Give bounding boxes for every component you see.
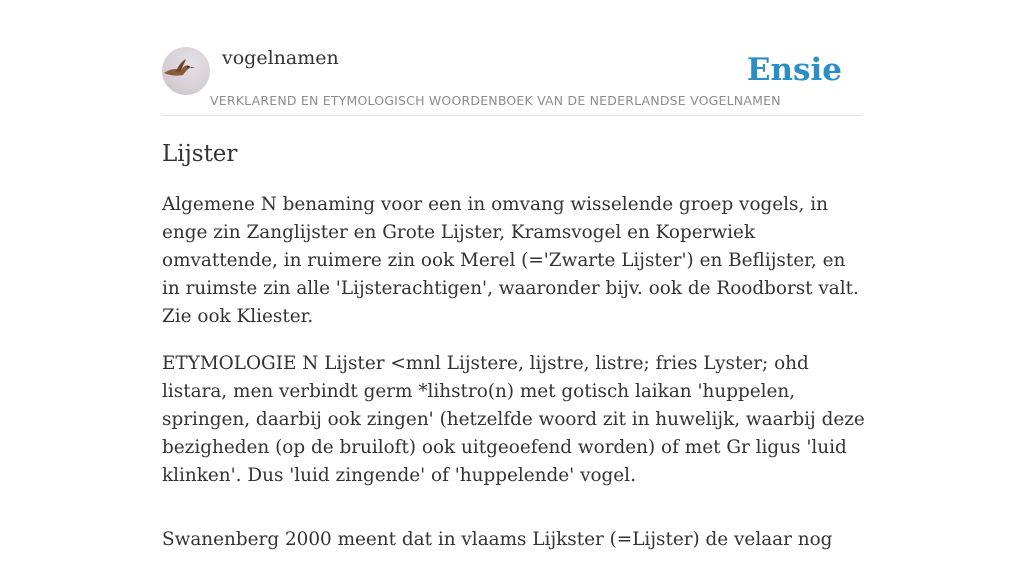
site-subtitle: VERKLAREND EN ETYMOLOGISCH WOORDENBOEK VAN DE NEDERLANDSE VOGELNAMEN — [210, 93, 781, 108]
brand-logo[interactable]: Ensie — [746, 52, 842, 88]
bird-photo-icon — [162, 47, 210, 95]
article-paragraph: Swanenberg 2000 meent dat in vlaams Lijkster (=Lijster) de velaar nog — [162, 529, 833, 550]
site-name[interactable]: vogelnamen — [222, 47, 339, 69]
etymology-paragraph: ETYMOLOGIE N Lijster <mnl Lijstere, lijstre, listre; fries Lyster; ohd listara, men verbindt germ *lihstro(n) met gotisch laikan 'huppelen, springen, daarbij ook zingen' (hetzelfde woord zit in huwelijk, waarbij deze bezigheden (op de bruiloft) ook uitgeoefend worden) of met Gr ligus 'luid klinken'. Dus 'luid zingende' of 'huppelende' vogel. — [162, 353, 865, 486]
avatar[interactable] — [162, 47, 210, 95]
article — [162, 138, 867, 573]
article-paragraph: Algemene N benaming voor een in omvang wisselende groep vogels, in enge zin Zanglijster en Grote Lijster, Kramsvogel en Koperwiek omvattende, in ruimere zin ook Merel (='Zwarte Lijster') en Beflijster, en in ruimste zin alle 'Lijsterachtigen', waaronder bijv. ook de Roodborst valt. Zie ook Kliester. — [162, 194, 859, 327]
article-title: Lijster — [162, 141, 238, 167]
site-header — [162, 0, 862, 116]
